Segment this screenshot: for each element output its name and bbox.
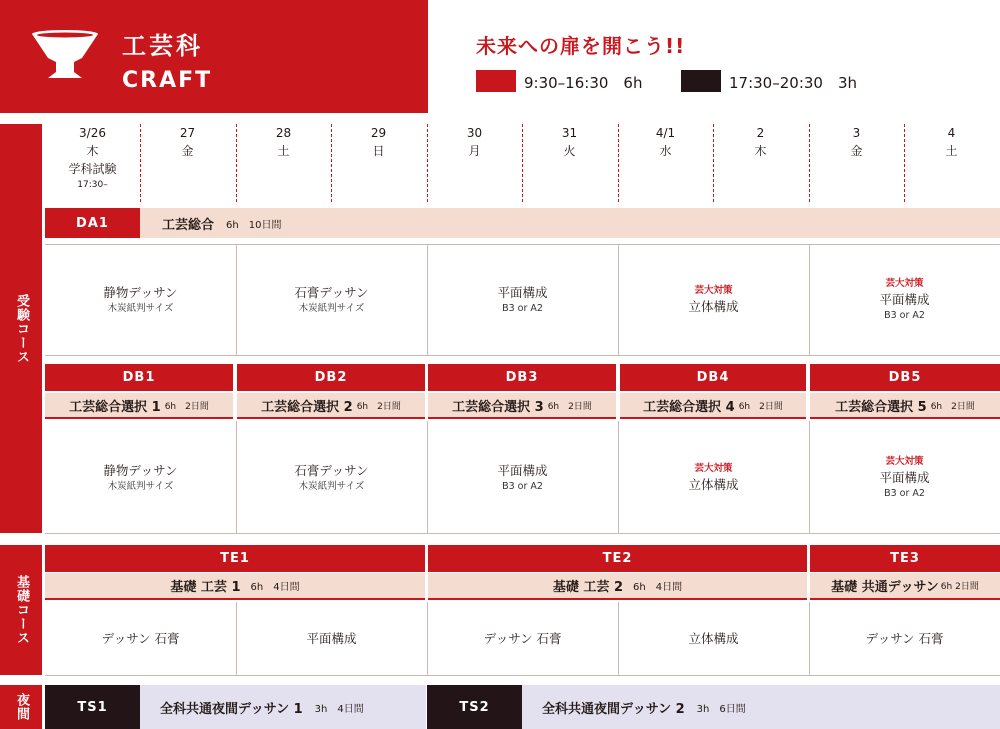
course-detail: 6h 2日間 [547,401,592,412]
te-cell: 平面構成 [306,630,357,646]
cell-main: 石膏デッサン [294,462,369,478]
day-header [236,124,331,160]
cell-main: 平面構成 [879,469,930,485]
day-divider [331,124,332,202]
day-date: 30 [466,126,483,140]
course-band-db5 [810,393,1000,419]
day-date: 29 [370,126,387,140]
day-dow: 木 [754,144,767,158]
legend-day-label: 9:30–16:30 6h [524,74,643,92]
section-basic-label: 基礎コース [0,545,42,675]
day-header [427,124,522,160]
day-dow: 水 [659,144,672,158]
cell-sub: 木炭紙判サイズ [298,480,365,492]
db-cell [618,422,809,533]
course-code-te1: TE1 [45,545,425,572]
cell-tag: 芸大対策 [694,285,733,296]
course-code-db5: DB5 [810,364,1000,391]
db-cell [427,422,618,533]
day-dow: 月 [468,144,481,158]
legend-night-label: 17:30–20:30 3h [729,74,858,92]
db-cell [236,422,427,533]
day-date: 27 [179,126,196,140]
section-night-label: 夜間 [0,685,42,729]
course-code-db3: DB3 [428,364,616,391]
day-header [904,124,999,160]
course-title: 基礎 工芸 1 [170,580,241,595]
da1-cell [45,245,236,355]
course-detail: 6h 4日間 [250,582,300,593]
course-band-te2 [428,573,807,600]
day-dow: 日 [372,144,385,158]
cell-main: 平面構成 [497,462,548,478]
cell-sub: B3 or A2 [502,303,543,314]
te-cell: デッサン 石膏 [865,630,944,646]
course-code-te2: TE2 [428,545,807,572]
day-divider [522,124,523,202]
header-title-jp: 工芸科 [122,32,203,60]
cell-main: 石膏デッサン [294,285,369,300]
da1-cell [236,245,427,355]
course-title: 全科共通夜間デッサン 1 [160,701,303,717]
course-detail: 6h 2日間 [940,582,979,592]
course-code-db4: DB4 [620,364,806,391]
day-date: 4 [947,126,956,140]
cell-main: 立体構成 [688,299,739,314]
cell-tag: 芸大対策 [885,278,924,289]
course-title: 工芸総合選択 3 [452,399,544,415]
bowl-icon [30,28,100,84]
course-detail: 6h 2日間 [356,401,401,412]
day-note-time: 17:30– [77,180,108,190]
day-header [713,124,808,160]
course-band-da1 [140,208,1000,238]
course-code-ts1: TS1 [45,685,140,729]
day-header [140,124,235,160]
cell-sub: 木炭紙判サイズ [298,303,365,314]
cell-tag: 芸大対策 [885,455,924,467]
da1-cell [427,245,618,355]
cell-sub: B3 or A2 [884,310,925,321]
day-dow: 木 [86,144,99,158]
course-code-db1: DB1 [45,364,233,391]
day-divider [236,124,237,202]
section-exam-label: 受験コース [0,124,42,533]
day-divider [904,124,905,202]
cell-sub: B3 or A2 [502,480,543,492]
day-date: 4/1 [655,126,676,140]
da1-cell [809,245,1000,355]
slogan: 未来への扉を開こう!! [476,34,686,58]
day-note: 学科試験 [68,162,117,176]
header-title-en: CRAFT [122,68,213,93]
day-date: 2 [756,126,765,140]
day-header [331,124,426,160]
course-title: 工芸総合 [162,217,215,233]
day-date: 3/26 [79,126,106,140]
course-band-db2 [237,393,425,419]
course-code-ts2: TS2 [427,685,522,729]
course-title: 工芸総合選択 2 [261,399,353,415]
day-divider [713,124,714,202]
day-header [809,124,904,160]
day-date: 3 [852,126,861,140]
day-date: 31 [561,126,578,140]
day-date: 28 [275,126,292,140]
course-title: 基礎 共通デッサン [831,580,939,595]
course-detail: 6h 2日間 [164,401,209,412]
day-header [45,124,140,192]
course-code-da1: DA1 [45,208,140,238]
course-detail: 3h 6日間 [696,703,746,715]
day-divider [140,124,141,202]
db-cell [45,422,236,533]
course-band-te3 [810,573,1000,600]
course-title: 工芸総合選択 4 [643,399,735,415]
cell-main: 平面構成 [497,285,548,300]
cell-sub: 木炭紙判サイズ [107,480,174,492]
course-detail: 6h 2日間 [930,401,975,412]
course-detail: 6h 4日間 [633,582,683,593]
course-detail: 3h 4日間 [314,703,364,715]
row-divider [45,675,1000,676]
cell-sub: B3 or A2 [884,487,925,499]
day-dow: 金 [850,144,863,158]
db-cell [809,422,1000,533]
day-dow: 土 [945,144,958,158]
da1-cell [618,245,809,355]
cell-main: 静物デッサン [103,285,178,300]
cell-main: 静物デッサン [103,462,178,478]
day-header [618,124,713,160]
course-code-db2: DB2 [237,364,425,391]
legend-night-swatch [681,70,721,92]
course-title: 工芸総合選択 1 [69,399,161,415]
course-band-db1 [45,393,233,419]
course-title: 全科共通夜間デッサン 2 [542,701,685,717]
te-cell: デッサン 石膏 [483,630,562,646]
cell-main: 平面構成 [879,292,930,307]
course-band-te1 [45,573,425,600]
day-header [522,124,617,160]
course-band-ts1 [140,685,426,729]
cell-tag: 芸大対策 [694,462,733,474]
day-divider [618,124,619,202]
course-band-db3 [428,393,616,419]
course-detail: 6h 2日間 [738,401,783,412]
row-divider [45,533,1000,534]
legend-day-swatch [476,70,516,92]
te-cell: 立体構成 [688,630,739,646]
day-divider [809,124,810,202]
day-dow: 金 [181,144,194,158]
cell-sub: 木炭紙判サイズ [107,303,174,314]
te-cell: デッサン 石膏 [101,630,180,646]
course-band-db4 [620,393,806,419]
course-title: 工芸総合選択 5 [835,399,927,415]
day-dow: 土 [277,144,290,158]
row-divider [45,355,1000,356]
course-title: 基礎 工芸 2 [552,580,624,595]
course-detail: 6h 10日間 [226,219,282,231]
day-divider [427,124,428,202]
cell-main: 立体構成 [688,476,739,492]
day-dow: 火 [563,144,576,158]
course-code-te3: TE3 [810,545,1000,572]
course-band-ts2 [522,685,1000,729]
